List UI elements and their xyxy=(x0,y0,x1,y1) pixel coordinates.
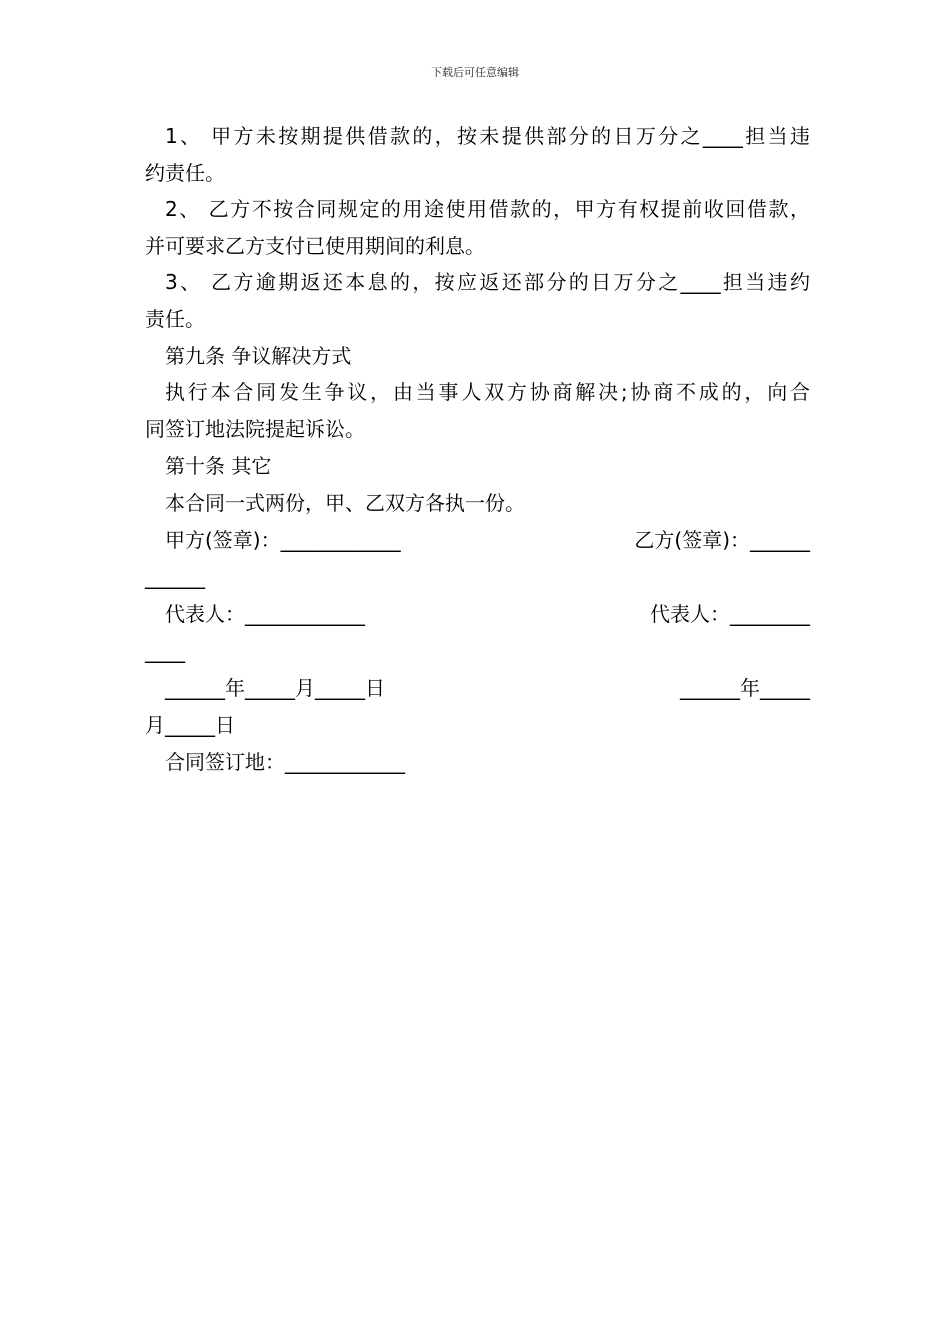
party-b-date: ______年_____ xyxy=(680,676,810,700)
party-a-seal: 甲方(签章)：____________ xyxy=(165,528,401,552)
party-b-seal: 乙方(签章)：______ xyxy=(634,528,810,552)
clause-1-line-1: 1、 甲方未按期提供借款的，按未提供部分的日万分之____担当违 xyxy=(165,124,810,148)
article-10-title: 第十条 其它 xyxy=(165,454,272,478)
clause-2-line-2: 并可要求乙方支付已使用期间的利息。 xyxy=(145,234,485,258)
clause-3-line-1: 3、 乙方逾期返还本息的，按应返还部分的日万分之____担当违约 xyxy=(165,270,810,294)
article-10-body: 本合同一式两份，甲、乙双方各执一份。 xyxy=(165,491,525,515)
party-a-date: ______年_____月_____日 xyxy=(165,676,385,700)
page-header: 下载后可任意编辑 xyxy=(431,66,519,79)
party-b-date-continued: 月_____日 xyxy=(145,713,235,737)
contract-place: 合同签订地：____________ xyxy=(165,750,405,774)
party-a-representative: 代表人：____________ xyxy=(165,602,365,626)
party-b-seal-continued: ______ xyxy=(145,565,205,589)
seal-row xyxy=(145,522,810,559)
date-row xyxy=(145,670,810,707)
article-9-body-line-2: 同签订地法院提起诉讼。 xyxy=(145,417,365,441)
representative-row xyxy=(145,596,810,633)
clause-3-line-2: 责任。 xyxy=(145,307,205,331)
article-9-title: 第九条 争议解决方式 xyxy=(165,344,352,368)
party-b-representative-continued: ____ xyxy=(145,639,185,663)
party-b-representative: 代表人：________ xyxy=(650,602,810,626)
clause-2-line-1: 2、 乙方不按合同规定的用途使用借款的，甲方有权提前收回借款， xyxy=(165,197,810,221)
clause-1-line-2: 约责任。 xyxy=(145,161,225,185)
article-9-body-line-1: 执行本合同发生争议，由当事人双方协商解决;协商不成的，向合 xyxy=(165,380,810,404)
